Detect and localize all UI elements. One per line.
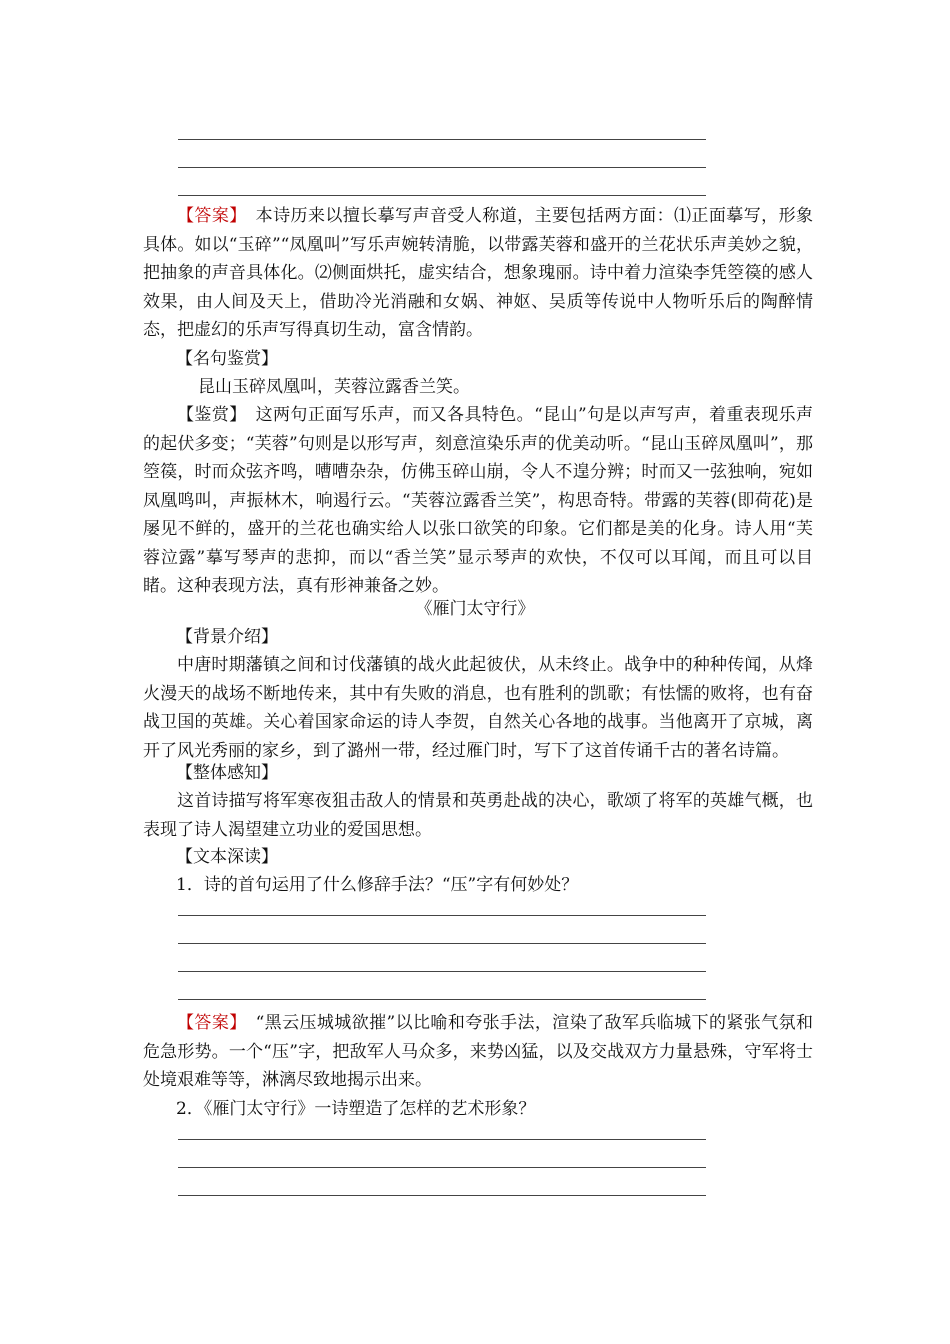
answer-paragraph-1 <box>143 202 813 345</box>
question-1: 1．诗的首句运用了什么修辞手法？“压”字有何妙处？ <box>176 875 579 895</box>
appreciation-paragraph <box>143 401 813 601</box>
answer-line <box>178 139 706 140</box>
overall-heading: 【整体感知】 <box>176 763 278 783</box>
background-heading: 【背景介绍】 <box>176 627 278 647</box>
answer-line <box>178 1139 706 1140</box>
answer-line <box>178 971 706 972</box>
famous-verse: 昆山玉碎凤凰叫，芙蓉泣露香兰笑。 <box>198 377 470 397</box>
overall-text: 这首诗描写将军寒夜狙击敌人的情景和英勇赴战的决心，歌颂了将军的英雄气概，也表现了诗人渴望建立功业的爱国思想。 <box>143 791 813 840</box>
answer-line <box>178 167 706 168</box>
answer-paragraph-2 <box>143 1009 813 1095</box>
deep-reading-heading: 【文本深读】 <box>176 847 278 867</box>
appreciation-text: 这两句正面写乐声，而又各具特色。“昆山”句是以声写声，着重表现乐声的起伏多变；“芙蓉”句则是以形写声，刻意渲染乐声的优美动听。“昆山玉碎凤凰叫”，那箜篌，时而众弦齐鸣，嘈嘈杂杂，仿佛玉碎山崩，令人不遑分辨；时而又一弦独响，宛如凤凰鸣叫，声振林木，响遏行云。“芙蓉泣露香兰笑”，构思奇特。带露的芙蓉(即荷花)是屡见不鲜的，盛开的兰花也确实给人以张口欲笑的印象。它们都是美的化身。诗人用“芙蓉泣露”摹写琴声的悲抑，而以“香兰笑”显示琴声的欢快，不仅可以耳闻，而且可以目睹。这种表现方法，真有形神兼备之妙。 <box>143 405 814 596</box>
answer-tag: 【答案】 <box>177 1013 239 1033</box>
background-text: 中唐时期藩镇之间和讨伐藩镇的战火此起彼伏，从未终止。战争中的种种传闻，从烽火漫天的战场不断地传来，其中有失败的消息，也有胜利的凯歌；有怯懦的败将，也有奋战卫国的英雄。关心着国家命运的诗人李贺，自然关心各地的战事。当他离开了京城，离开了风光秀丽的家乡，到了潞州一带，经过雁门时，写下了这首传诵千古的著名诗篇。 <box>143 655 813 761</box>
famous-heading: 【名句鉴赏】 <box>176 349 278 369</box>
answer-line <box>178 915 706 916</box>
answer-tag: 【答案】 <box>177 206 239 226</box>
poem-title: 《雁门太守行》 <box>415 599 535 619</box>
question-2: 2．《雁门太守行》一诗塑造了怎样的艺术形象？ <box>176 1099 536 1119</box>
answer-line <box>178 1167 706 1168</box>
answer-text: “黑云压城城欲摧”以比喻和夸张手法，渲染了敌军兵临城下的紧张气氛和危急形势。一个“压”字，把敌军人马众多，来势凶猛，以及交战双方力量悬殊，守军将士处境艰难等等，淋漓尽致地揭示出来。 <box>143 1013 814 1090</box>
answer-line <box>178 1195 706 1196</box>
answer-line <box>178 195 706 196</box>
answer-line <box>178 943 706 944</box>
answer-text: 本诗历来以擅长摹写声音受人称道，主要包括两方面：⑴正面摹写，形象具体。如以“玉碎”“凤凰叫”写乐声婉转清脆，以带露芙蓉和盛开的兰花状乐声美妙之貌，把抽象的声音具体化。⑵侧面烘托，虚实结合，想象瑰丽。诗中着力渲染李凭箜篌的感人效果，由人间及天上，借助冷光消融和女娲、神妪、吴质等传说中人物听乐后的陶醉情态，把虚幻的乐声写得真切生动，富含情韵。 <box>143 206 814 340</box>
appreciation-tag: 【鉴赏】 <box>177 405 239 425</box>
answer-line <box>178 999 706 1000</box>
